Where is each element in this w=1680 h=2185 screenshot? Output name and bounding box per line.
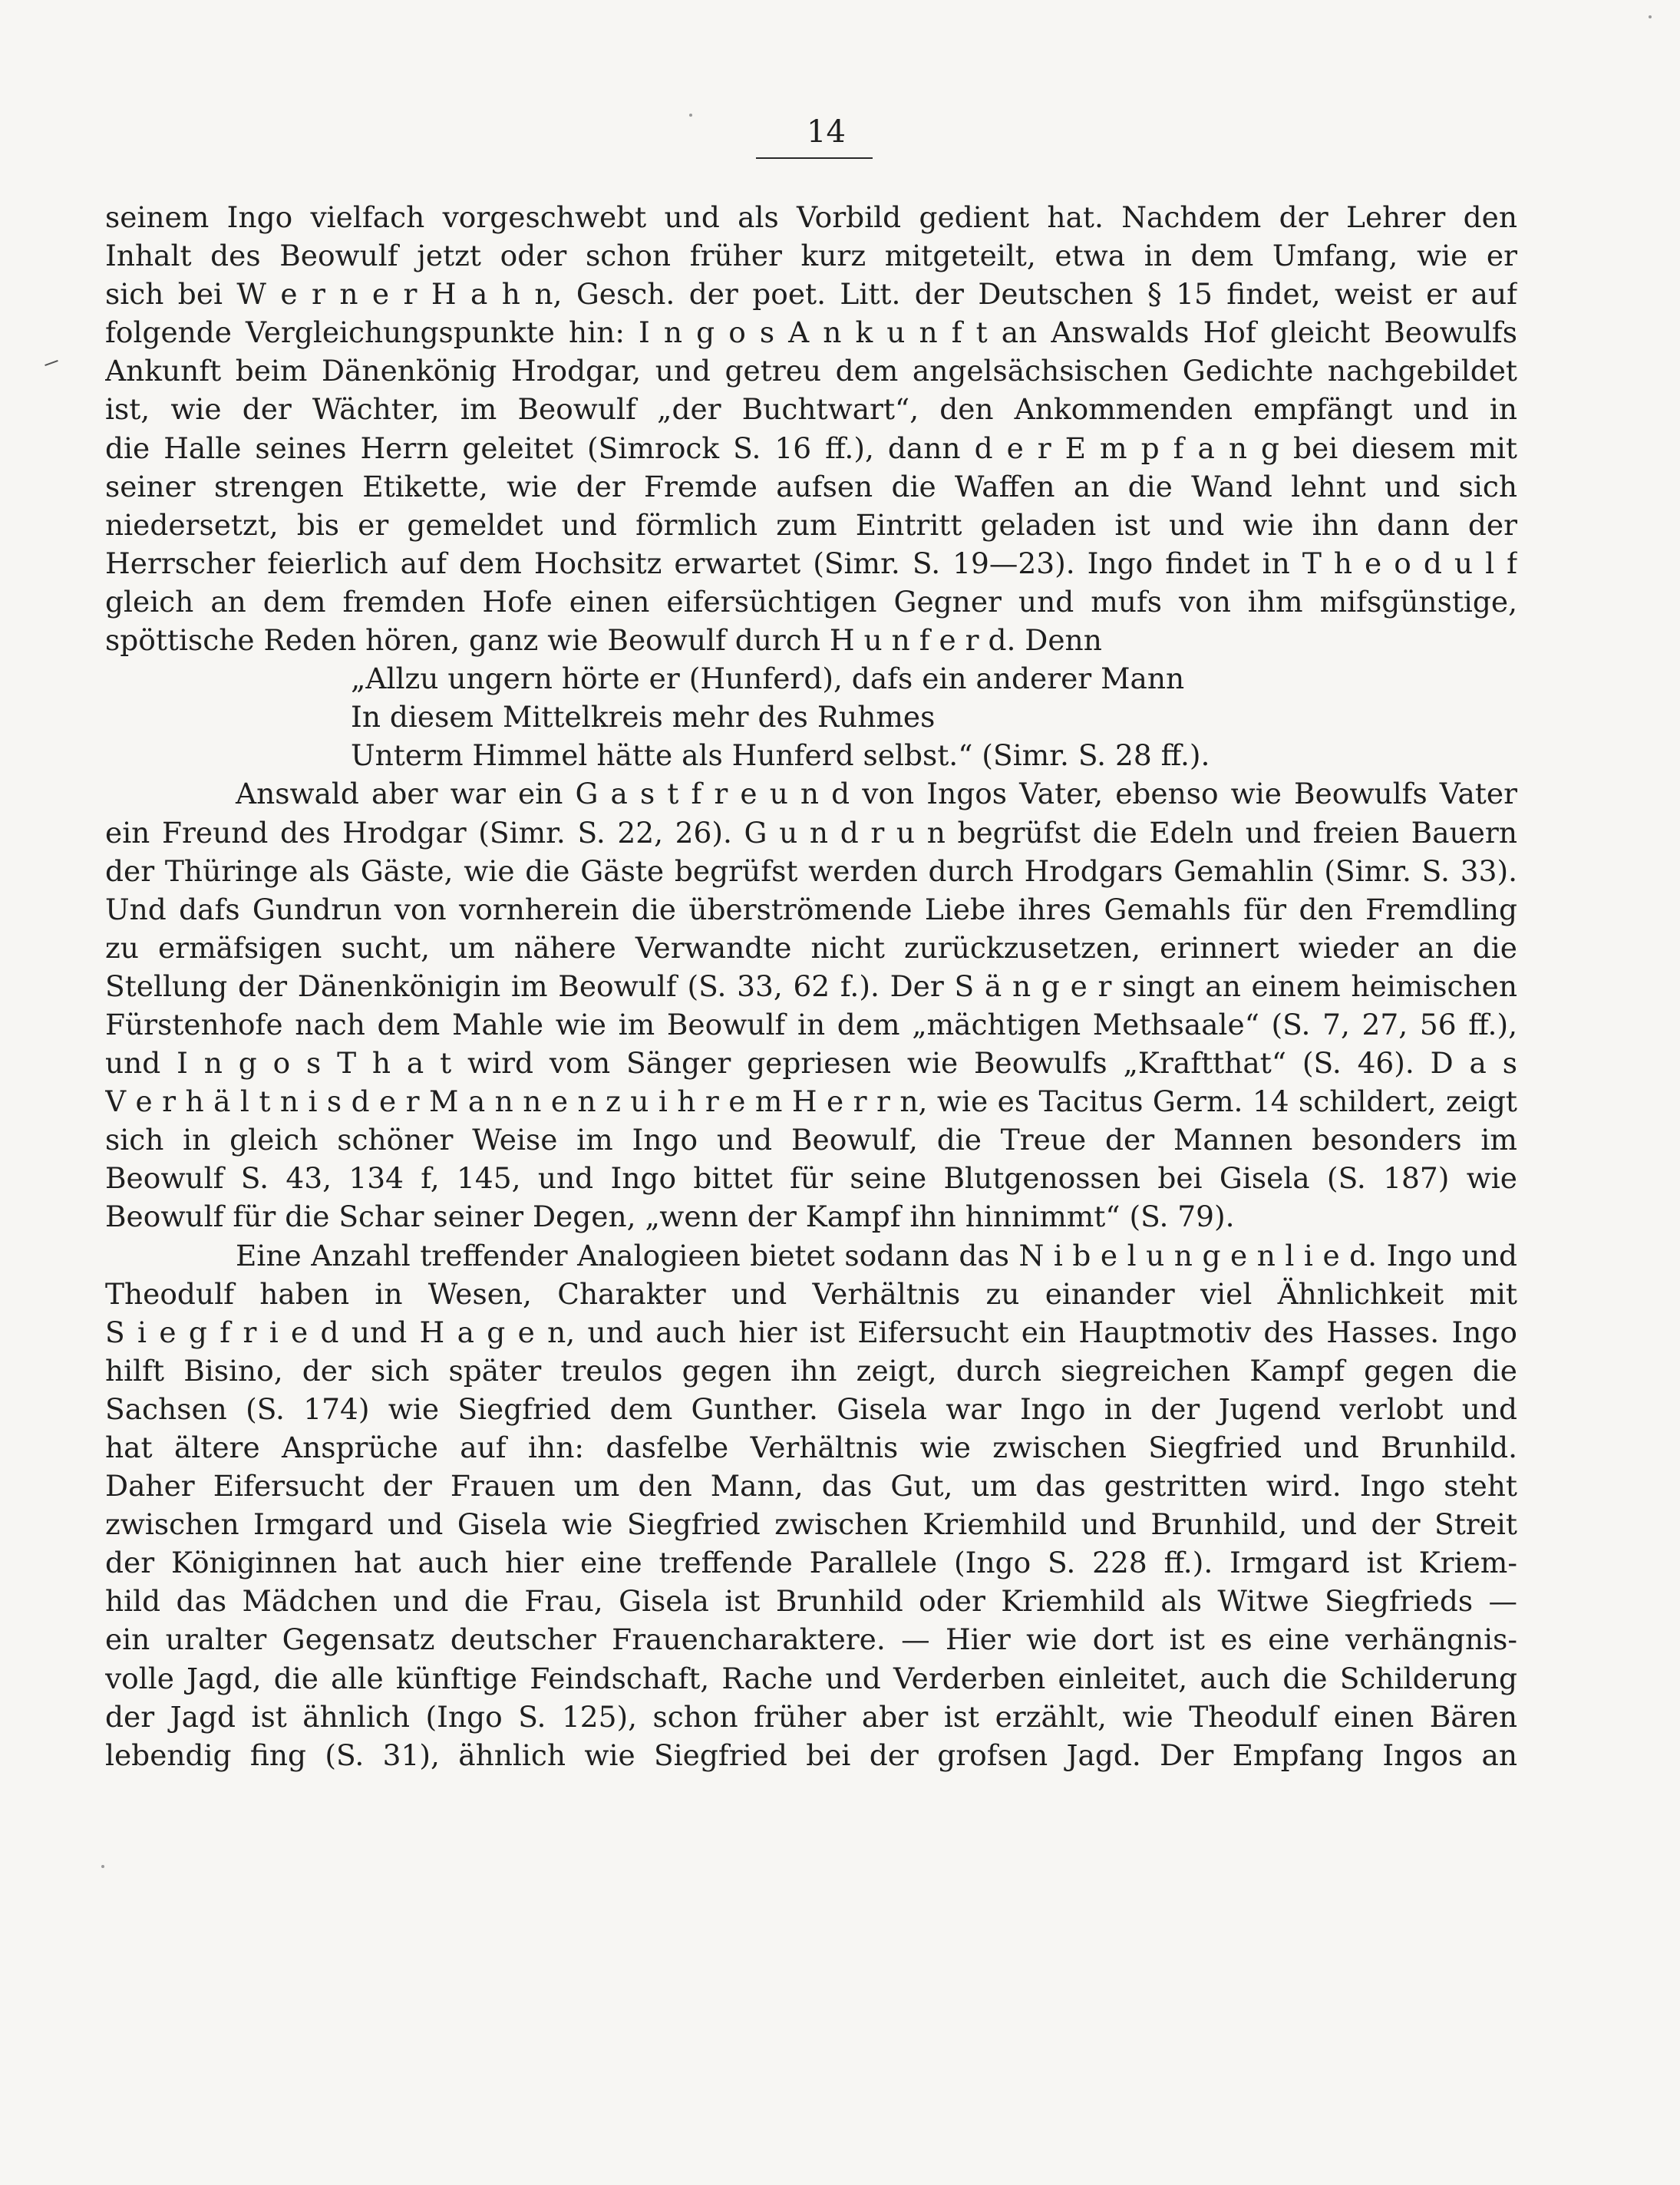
text-line: lebendig fing (S. 31), ähnlich wie Siegfried bei der grofsen Jagd. Der Empfang Ingos an xyxy=(105,1738,1517,1772)
text-line: Inhalt des Beowulf jetzt oder schon früher kurz mitgeteilt, etwa in dem Umfang, wie er xyxy=(105,239,1517,273)
text-line: folgende Vergleichungspunkte hin: I n g o s A n k u n f t an Answalds Hof gleicht Beowulfs xyxy=(105,315,1517,350)
text-line: Theodulf haben in Wesen, Charakter und Verhältnis zu einander viel Ähnlichkeit mit xyxy=(105,1276,1517,1311)
speck xyxy=(1649,15,1652,18)
text-line: zwischen Irmgard und Gisela wie Siegfried zwischen Kriemhild und Brunhild, und der Streit xyxy=(105,1507,1517,1542)
text-line: V e r h ä l t n i s d e r M a n n e n z u i h r e m H e r r n, wie es Tacitus Germ. 14 schildert, zeigt xyxy=(105,1084,1517,1119)
text-line: Beowulf S. 43, 134 f, 145, und Ingo bittet für seine Blutgenossen bei Gisela (S. 187) wie xyxy=(105,1161,1517,1196)
text-line: volle Jagd, die alle künftige Feindschaft, Rache und Verderben einleitet, auch die Schilderung xyxy=(105,1661,1517,1695)
text-line: und I n g o s T h a t wird vom Sänger gepriesen wie Beowulfs „Kraftthat“ (S. 46). D a s xyxy=(105,1046,1517,1081)
text-line: der Thüringe als Gäste, wie die Gäste begrüfst werden durch Hrodgars Gemahlin (Simr. S. 33). xyxy=(105,853,1517,888)
text-line: niedersetzt, bis er gemeldet und förmlich zum Eintritt geladen ist und wie ihn dann der xyxy=(105,507,1517,542)
text-line: seiner strengen Etikette, wie der Fremde aufsen die Waffen an die Wand lehnt und sich xyxy=(105,469,1517,503)
text-line: der Jagd ist ähnlich (Ingo S. 125), schon früher aber ist erzählt, wie Theodulf einen Bären xyxy=(105,1699,1517,1734)
speck xyxy=(101,1865,104,1868)
text-line: Fürstenhofe nach dem Mahle wie im Beowulf in dem „mächtigen Methsaale“ (S. 7, 27, 56 ff.), xyxy=(105,1007,1517,1041)
speck xyxy=(689,114,692,117)
body-text xyxy=(105,198,1517,1774)
text-line: Ankunft beim Dänenkönig Hrodgar, und getreu dem angelsächsischen Gedichte nachgebildet xyxy=(105,354,1517,388)
text-line: seinem Ingo vielfach vorgeschwebt und als Vorbild gedient hat. Nachdem der Lehrer den xyxy=(105,200,1517,234)
text-line: sich bei W e r n e r H a h n, Gesch. der poet. Litt. der Deutschen § 15 findet, weist er auf xyxy=(105,277,1517,312)
text-line: ein Freund des Hrodgar (Simr. S. 22, 26). G u n d r u n begrüfst die Edeln und freien Bauern xyxy=(105,815,1517,850)
page-number-rule xyxy=(756,157,873,159)
text-line: Stellung der Dänenkönigin im Beowulf (S. 33, 62 f.). Der S ä n g e r singt an einem heimischen xyxy=(105,969,1517,1003)
text-line: Daher Eifersucht der Frauen um den Mann, das Gut, um das gestritten wird. Ingo steht xyxy=(105,1469,1517,1503)
page-number: 14 xyxy=(807,114,846,150)
text-line: S i e g f r i e d und H a g e n, und auch hier ist Eifersucht ein Hauptmotiv des Hasses. Ingo xyxy=(105,1315,1517,1349)
text-line: Sachsen (S. 174) wie Siegfried dem Gunther. Gisela war Ingo in der Jugend verlobt und xyxy=(105,1391,1517,1426)
text-line: Herrscher feierlich auf dem Hochsitz erwartet (Simr. S. 19—23). Ingo findet in T h e o d u l f xyxy=(105,546,1517,580)
margin-mark xyxy=(45,360,58,366)
verse-line: Unterm Himmel hätte als Hunferd selbst.“ (Simr. S. 28 ff.). xyxy=(351,738,1210,773)
text-line: spöttische Reden hören, ganz wie Beowulf durch H u n f e r d. Denn xyxy=(105,623,1102,658)
text-line: Beowulf für die Schar seiner Degen, „wenn der Kampf ihn hinnimmt“ (S. 79). xyxy=(105,1200,1235,1234)
text-line: hat ältere Ansprüche auf ihn: dasfelbe Verhältnis wie zwischen Siegfried und Brunhild. xyxy=(105,1431,1517,1464)
text-line: Answald aber war ein G a s t f r e u n d von Ingos Vater, ebenso wie Beowulfs Vater xyxy=(236,777,1517,811)
text-line: zu ermäfsigen sucht, um nähere Verwandte nicht zurückzusetzen, erinnert wieder an die xyxy=(105,930,1517,965)
text-line: hild das Mädchen und die Frau, Gisela ist Brunhild oder Kriemhild als Witwe Siegfrieds — xyxy=(105,1584,1517,1619)
text-line: der Königinnen hat auch hier eine treffende Parallele (Ingo S. 228 ff.). Irmgard ist Kriem- xyxy=(105,1546,1517,1580)
text-line: gleich an dem fremden Hofe einen eifersüchtigen Gegner und mufs von ihm mifsgünstige, xyxy=(105,584,1517,619)
verse-line: In diesem Mittelkreis mehr des Ruhmes xyxy=(351,700,936,734)
text-line: Eine Anzahl treffender Analogieen bietet sodann das N i b e l u n g e n l i e d. Ingo und xyxy=(236,1238,1517,1272)
text-line: ist, wie der Wächter, im Beowulf „der Buchtwart“, den Ankommenden empfängt und in xyxy=(105,392,1517,427)
verse-line: „Allzu ungern hörte er (Hunferd), dafs ein anderer Mann xyxy=(351,662,1185,696)
text-line: die Halle seines Herrn geleitet (Simrock S. 16 ff.), dann d e r E m p f a n g bei diesem mit xyxy=(105,431,1517,465)
text-line: sich in gleich schöner Weise im Ingo und Beowulf, die Treue der Mannen besonders im xyxy=(105,1123,1517,1157)
text-line: ein uralter Gegensatz deutscher Frauencharaktere. — Hier wie dort ist es eine verhängnis- xyxy=(105,1622,1517,1657)
text-line: Und dafs Gundrun von vornherein die überströmende Liebe ihres Gemahls für den Fremdling xyxy=(105,892,1517,926)
text-line: hilft Bisino, der sich später treulos gegen ihn zeigt, durch siegreichen Kampf gegen die xyxy=(105,1353,1517,1388)
